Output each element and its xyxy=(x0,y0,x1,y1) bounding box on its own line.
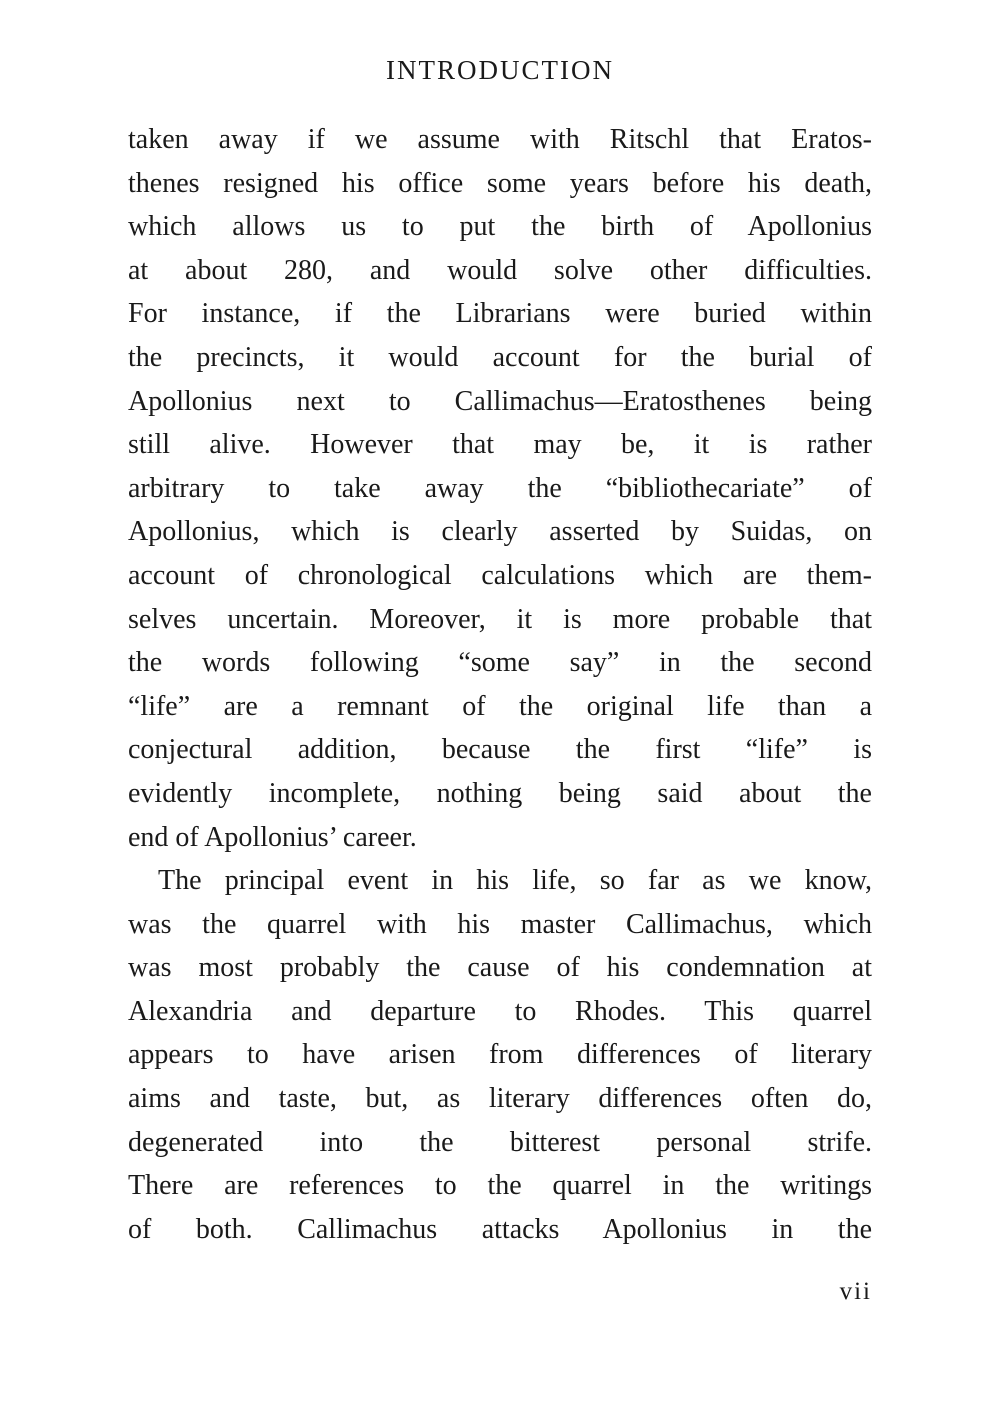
text-line: the precincts, it would account for the burial of xyxy=(128,341,872,373)
running-head: INTRODUCTION xyxy=(386,55,614,85)
text-line: Alexandria and departure to Rhodes. This quarrel xyxy=(128,995,872,1027)
text-line: appears to have arisen from differences of literary xyxy=(128,1039,872,1071)
text-line: conjectural addition, because the first “life” is xyxy=(128,734,872,766)
text-line: end of Apollonius’ career. xyxy=(128,821,417,853)
text-line: the words following “some say” in the second xyxy=(128,647,872,679)
text-line: which allows us to put the birth of Apollonius xyxy=(128,211,872,243)
text-line: at about 280, and would solve other difficulties. xyxy=(128,254,872,286)
text-line: degenerated into the bitterest personal strife. xyxy=(128,1126,872,1158)
text-line: Apollonius next to Callimachus—Eratosthenes being xyxy=(128,385,872,417)
text-line: arbitrary to take away the “bibliothecariate” of xyxy=(128,472,872,504)
text-line: Apollonius, which is clearly asserted by Suidas, on xyxy=(128,516,872,548)
text-line: still alive. However that may be, it is rather xyxy=(128,429,872,461)
body-text xyxy=(128,118,872,1251)
text-line: evidently incomplete, nothing being said about the xyxy=(128,777,872,809)
text-line: account of chronological calculations which are them- xyxy=(128,559,872,591)
text-line: thenes resigned his office some years before his death, xyxy=(128,167,872,199)
text-line: For instance, if the Librarians were buried within xyxy=(128,298,872,330)
text-line: taken away if we assume with Ritschl that Eratos- xyxy=(128,124,872,155)
page-number: vii xyxy=(839,1278,872,1305)
text-line: aims and taste, but, as literary differences often do, xyxy=(128,1083,872,1115)
text-line: There are references to the quarrel in the writings xyxy=(128,1170,872,1202)
text-line: was most probably the cause of his condemnation at xyxy=(128,952,872,984)
text-line: The principal event in his life, so far as we know, xyxy=(158,865,872,897)
text-line: “life” are a remnant of the original life than a xyxy=(128,690,872,722)
text-line: of both. Callimachus attacks Apollonius in the xyxy=(128,1213,872,1245)
text-line: selves uncertain. Moreover, it is more probable that xyxy=(128,603,872,635)
text-line: was the quarrel with his master Callimachus, which xyxy=(128,908,872,940)
